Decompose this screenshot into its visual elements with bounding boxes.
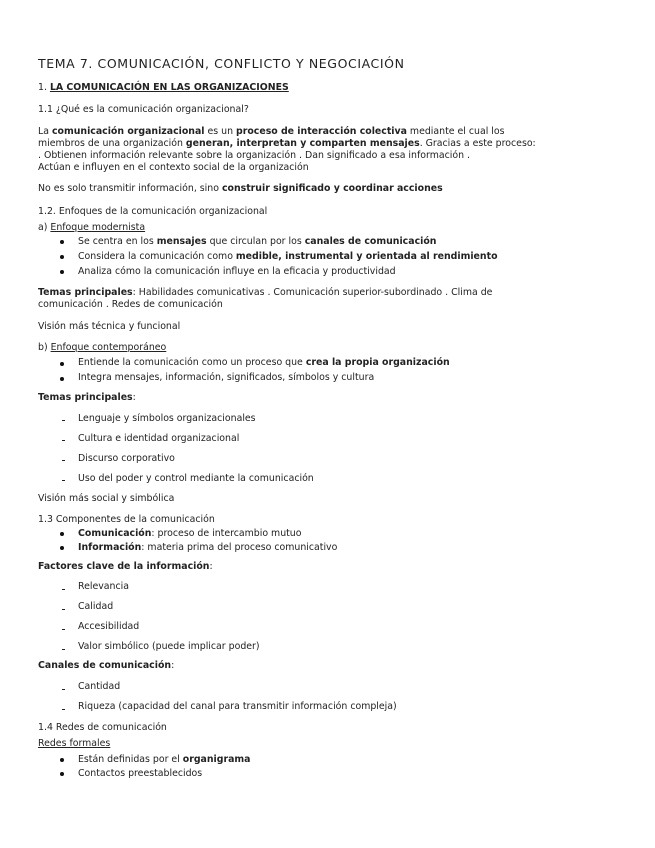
list-item: Contactos preestablecidos (78, 768, 203, 779)
bullet-icon (60, 532, 64, 536)
bullet-icon (60, 362, 64, 366)
dash-icon (62, 460, 65, 461)
list-item: Relevancia (78, 581, 129, 592)
bullet-icon (60, 240, 64, 244)
list-item (78, 528, 302, 540)
list-item (78, 251, 498, 263)
subsection-1-4-heading: 1.4 Redes de comunicación (38, 722, 167, 733)
definition-line-3: . Obtienen información relevante sobre la organización . Dan significado a esa información . (38, 150, 470, 161)
bold-term: medible, instrumental y orientada al rendimiento (235, 251, 498, 262)
underlined-heading: Redes formales (38, 738, 111, 749)
definition-line-1 (38, 126, 505, 138)
redes-formales-heading (38, 738, 110, 750)
section-1-title: LA COMUNICACIÓN EN LAS ORGANIZACIONES (49, 82, 289, 93)
bullet-icon (60, 772, 64, 776)
bold-term: Canales de comunicación (38, 660, 172, 671)
approach-b-heading (38, 342, 166, 354)
subsection-1-1-heading: 1.1 ¿Qué es la comunicación organizacional? (38, 104, 249, 115)
bold-term: crea la propia organización (305, 357, 450, 368)
list-item (78, 236, 436, 248)
list-item (78, 357, 450, 369)
list-item: Discurso corporativo (78, 453, 175, 464)
dash-icon (62, 609, 65, 610)
dash-icon (62, 480, 65, 481)
page-title: TEMA 7. COMUNICACIÓN, CONFLICTO Y NEGOCIACIÓN (38, 56, 405, 71)
text: : proceso de intercambio mutuo (151, 528, 302, 539)
text: : (209, 561, 213, 572)
text: Entiende la comunicación como un proceso que (78, 357, 306, 368)
subsection-1-3-heading: 1.3 Componentes de la comunicación (38, 514, 215, 525)
text: : (171, 660, 175, 671)
text: es un (204, 126, 236, 137)
list-item: Integra mensajes, información, significados, símbolos y cultura (78, 372, 375, 383)
section-number: 1. (38, 82, 47, 93)
bold-term: Factores clave de la información (38, 561, 210, 572)
bold-term: organigrama (182, 754, 251, 765)
canales-heading (38, 660, 174, 672)
definition-line-4: Actúan e influyen en el contexto social de la organización (38, 162, 309, 173)
vision-a: Visión más técnica y funcional (38, 321, 181, 332)
section-1-heading (38, 82, 289, 94)
text: Considera la comunicación como (78, 251, 236, 262)
approach-a-heading (38, 222, 145, 234)
text: : Habilidades comunicativas . Comunicación superior-subordinado . Clima de (132, 287, 493, 298)
dash-icon (62, 440, 65, 441)
bullet-icon (60, 758, 64, 762)
bullet-icon (60, 377, 64, 381)
dash-icon (62, 709, 65, 710)
subsection-1-2-heading: 1.2. Enfoques de la comunicación organizacional (38, 206, 268, 217)
text: miembros de una organización (38, 138, 186, 149)
approach-a-title: Enfoque modernista (50, 222, 146, 233)
definition-line-2 (38, 138, 536, 150)
temas-line-2: comunicación . Redes de comunicación (38, 299, 223, 310)
label: a) (38, 222, 51, 233)
bullet-icon (60, 270, 64, 274)
list-item: Calidad (78, 601, 114, 612)
bold-term: proceso de interacción colectiva (236, 126, 407, 137)
dash-icon (62, 629, 65, 630)
list-item: Lenguaje y símbolos organizacionales (78, 413, 256, 424)
bullet-icon (60, 255, 64, 259)
text: que circulan por los (206, 236, 305, 247)
temas-b-heading (38, 392, 136, 404)
text: No es solo transmitir información, sino (38, 183, 222, 194)
not-only-line (38, 183, 443, 195)
list-item: Cultura e identidad organizacional (78, 433, 240, 444)
text: Están definidas por el (78, 754, 183, 765)
text: : materia prima del proceso comunicativo (141, 542, 338, 553)
vision-b: Visión más social y simbólica (38, 493, 175, 504)
list-item (78, 542, 337, 554)
bold-term: Temas principales (38, 287, 133, 298)
bold-term: comunicación organizacional (51, 126, 205, 137)
temas-line-1 (38, 287, 492, 299)
list-item: Uso del poder y control mediante la comunicación (78, 473, 314, 484)
list-item (78, 754, 251, 766)
text: Se centra en los (78, 236, 157, 247)
list-item: Analiza cómo la comunicación influye en la eficacia y productividad (78, 266, 396, 277)
factores-heading (38, 561, 213, 573)
text: La (38, 126, 52, 137)
list-item: Accesibilidad (78, 621, 140, 632)
approach-b-title: Enfoque contemporáneo (50, 342, 167, 353)
list-item: Riqueza (capacidad del canal para transmitir información compleja) (78, 701, 397, 712)
bold-term: Temas principales (38, 392, 133, 403)
label: b) (38, 342, 51, 353)
bold-term: mensajes (156, 236, 207, 247)
bold-term: construir significado y coordinar acciones (221, 183, 443, 194)
dash-icon (62, 649, 65, 650)
text: : (132, 392, 136, 403)
bold-term: Información (78, 542, 142, 553)
bold-term: canales de comunicación (304, 236, 437, 247)
list-item: Cantidad (78, 681, 121, 692)
list-item: Valor simbólico (puede implicar poder) (78, 641, 260, 652)
dash-icon (62, 589, 65, 590)
bold-term: generan, interpretan y comparten mensajes (185, 138, 420, 149)
bullet-icon (60, 546, 64, 550)
text: . Gracias a este proceso: (419, 138, 536, 149)
dash-icon (62, 420, 65, 421)
dash-icon (62, 689, 65, 690)
bold-term: Comunicación (78, 528, 152, 539)
text: mediante el cual los (406, 126, 505, 137)
